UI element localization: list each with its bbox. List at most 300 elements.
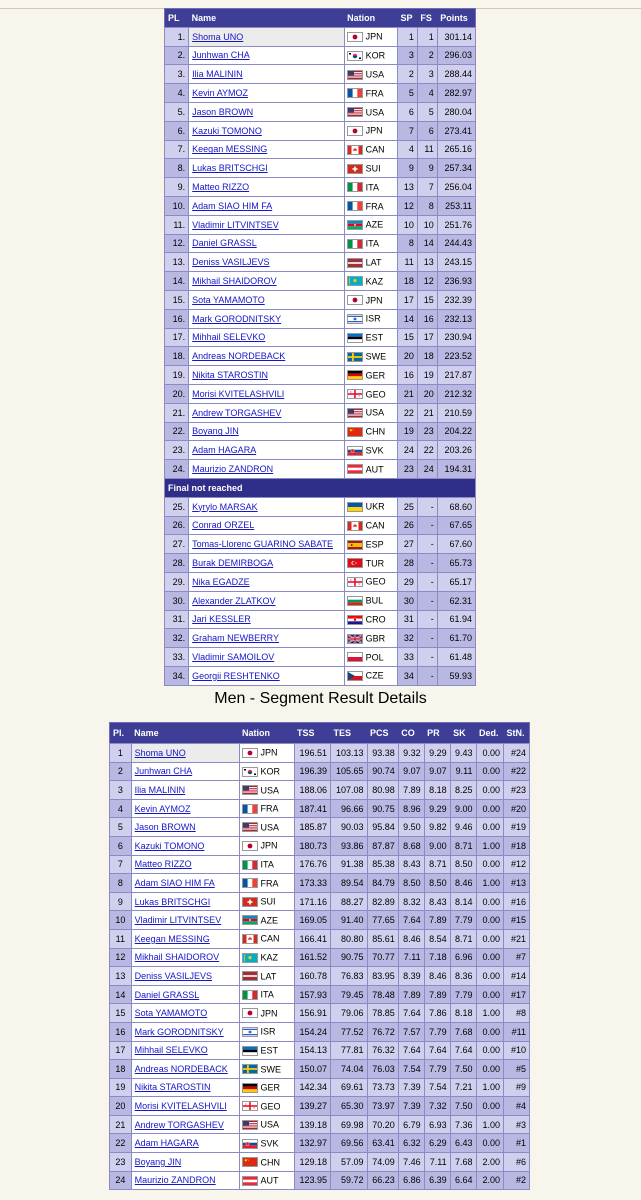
nation-cell (239, 762, 294, 781)
skater-link[interactable]: Vladimir SAMOILOV (192, 651, 275, 662)
table-row (165, 27, 476, 46)
co-cell: 8.32 (398, 892, 424, 911)
skater-name-cell (131, 855, 239, 874)
skater-link[interactable]: Nikita STAROSTIN (192, 370, 269, 381)
place-cell: 31. (165, 610, 189, 629)
fs-cell: 18 (417, 347, 437, 366)
fs-cell: 13 (417, 253, 437, 272)
skater-link[interactable]: Maurizio ZANDRON (134, 1175, 216, 1186)
tss-cell: 156.91 (294, 1004, 331, 1023)
pcs-cell: 85.38 (367, 855, 398, 874)
skater-link[interactable]: Mihhail SELEVKO (134, 1045, 208, 1056)
sp-cell: 17 (398, 290, 418, 309)
place-cell: 1 (110, 744, 132, 763)
skater-name-cell (131, 799, 239, 818)
skater-link[interactable]: Boyang JIN (134, 1156, 182, 1167)
nation-code: FRA (365, 201, 384, 212)
skater-link[interactable]: Daniel GRASSL (192, 238, 257, 249)
skater-name-cell (189, 328, 344, 347)
skater-link[interactable]: Adam SIAO HIM FA (134, 877, 215, 888)
start-number-cell: #21 (504, 929, 530, 948)
skater-link[interactable]: Kyrylo MARSAK (192, 501, 258, 512)
sk-cell: 6.64 (450, 1171, 476, 1190)
skater-name-cell (189, 102, 344, 121)
deduction-cell: 0.00 (476, 1022, 503, 1041)
skater-link[interactable]: Andrew TORGASHEV (134, 1119, 224, 1130)
header-co: CO (398, 723, 424, 744)
header-nation: Nation (344, 9, 397, 28)
place-cell: 16. (165, 309, 189, 328)
place-cell: 6. (165, 121, 189, 140)
sp-cell: 23 (398, 460, 418, 479)
skater-link[interactable]: Andreas NORDEBACK (192, 351, 286, 362)
pcs-cell: 90.74 (367, 762, 398, 781)
header-pl: Pl. (110, 723, 132, 744)
start-number-cell: #19 (504, 818, 530, 837)
flag-can-icon (347, 145, 363, 155)
nation-code: JPN (260, 1008, 278, 1019)
pcs-cell: 73.73 (367, 1078, 398, 1097)
sp-cell: 5 (398, 84, 418, 103)
fs-cell: 6 (417, 121, 437, 140)
skater-link[interactable]: Nikita STAROSTIN (134, 1082, 211, 1093)
nation-code: CRO (365, 614, 386, 625)
points-cell: 67.60 (437, 535, 475, 554)
flag-jpn-icon (347, 32, 363, 42)
skater-name-cell (189, 666, 344, 685)
co-cell: 7.39 (398, 1097, 424, 1116)
place-cell: 28. (165, 554, 189, 573)
nation-code: CAN (365, 144, 385, 155)
co-cell: 8.68 (398, 836, 424, 855)
place-cell: 21. (165, 403, 189, 422)
nation-cell (344, 121, 397, 140)
co-cell: 9.50 (398, 818, 424, 837)
skater-link[interactable]: Mihhail SELEVKO (192, 332, 266, 343)
nation-code: USA (260, 1119, 280, 1130)
start-number-cell: #8 (504, 1004, 530, 1023)
skater-link[interactable]: Junhwan CHA (134, 766, 193, 777)
flag-chn-icon (242, 1157, 258, 1167)
co-cell: 9.32 (398, 744, 424, 763)
place-cell: 4 (110, 799, 132, 818)
skater-link[interactable]: Boyang JIN (192, 426, 239, 437)
deduction-cell: 0.00 (476, 892, 503, 911)
nation-code: TUR (365, 558, 385, 569)
points-cell: 282.97 (437, 84, 475, 103)
start-number-cell: #7 (504, 948, 530, 967)
points-cell: 194.31 (437, 460, 475, 479)
skater-link[interactable]: Junhwan CHA (192, 50, 250, 61)
sp-cell: 26 (398, 516, 418, 535)
pcs-cell: 76.72 (367, 1022, 398, 1041)
points-cell: 212.32 (437, 384, 475, 403)
skater-name-cell (189, 215, 344, 234)
sk-cell: 7.68 (450, 1022, 476, 1041)
skater-link[interactable]: Maurizio ZANDRON (192, 464, 274, 475)
sk-cell: 8.18 (450, 1004, 476, 1023)
start-number-cell: #5 (504, 1060, 530, 1079)
skater-name-cell (131, 1134, 239, 1153)
skater-name-cell (189, 347, 344, 366)
fs-cell: 3 (417, 65, 437, 84)
skater-link[interactable]: Adam HAGARA (192, 445, 257, 456)
sp-cell: 24 (398, 441, 418, 460)
nation-code: ITA (365, 182, 379, 193)
sk-cell: 7.64 (450, 1041, 476, 1060)
table-row (165, 347, 476, 366)
skater-name-cell (189, 196, 344, 215)
pcs-cell: 70.77 (367, 948, 398, 967)
skater-link[interactable]: Adam HAGARA (134, 1138, 199, 1149)
skater-name-cell (131, 892, 239, 911)
sp-cell: 3 (398, 46, 418, 65)
flag-ita-icon (347, 182, 363, 192)
tes-cell: 74.04 (331, 1060, 368, 1079)
skater-link[interactable]: Graham NEWBERRY (192, 633, 280, 644)
sp-cell: 21 (398, 384, 418, 403)
skater-link[interactable]: Kazuki TOMONO (192, 125, 262, 136)
nation-code: POL (365, 652, 384, 663)
table-row (110, 818, 530, 837)
pcs-cell: 63.41 (367, 1134, 398, 1153)
nation-code: SVK (260, 1138, 279, 1149)
flag-usa-icon (347, 70, 363, 80)
skater-link[interactable]: Mikhail SHAIDOROV (134, 952, 220, 963)
skater-link[interactable]: Daniel GRASSL (134, 989, 200, 1000)
sk-cell: 9.46 (450, 818, 476, 837)
points-cell: 253.11 (437, 196, 475, 215)
flag-fra-icon (242, 878, 258, 888)
nation-cell (344, 328, 397, 347)
flag-aut-icon (347, 464, 363, 474)
fs-cell: 24 (417, 460, 437, 479)
deduction-cell: 0.00 (476, 985, 503, 1004)
co-cell: 8.43 (398, 855, 424, 874)
skater-link[interactable]: Kevin AYMOZ (192, 88, 249, 99)
flag-esp-icon (347, 540, 363, 550)
skater-link[interactable]: Morisi KVITELASHVILI (134, 1101, 227, 1112)
skater-link[interactable]: Jari KESSLER (192, 614, 251, 625)
skater-link[interactable]: Kazuki TOMONO (134, 840, 205, 851)
skater-link[interactable]: Ilia MALININ (192, 69, 243, 80)
nation-code: ESP (365, 539, 384, 550)
skater-name-cell (189, 234, 344, 253)
points-cell: 61.48 (437, 648, 475, 667)
flag-gbr-icon (347, 634, 363, 644)
pr-cell: 7.86 (424, 1004, 450, 1023)
pr-cell: 7.79 (424, 1022, 450, 1041)
nation-cell (344, 140, 397, 159)
tss-cell: 196.51 (294, 744, 331, 763)
sk-cell: 7.21 (450, 1078, 476, 1097)
pcs-cell: 76.32 (367, 1041, 398, 1060)
skater-link[interactable]: Keegan MESSING (192, 144, 268, 155)
flag-svk-icon (347, 446, 363, 456)
pcs-cell: 78.85 (367, 1004, 398, 1023)
skater-link[interactable]: Vladimir LITVINTSEV (192, 219, 279, 230)
place-cell: 12 (110, 948, 132, 967)
co-cell: 7.46 (398, 1153, 424, 1172)
sp-cell: 10 (398, 215, 418, 234)
pr-cell: 7.18 (424, 948, 450, 967)
table-row (110, 1134, 530, 1153)
table-row (165, 460, 476, 479)
tes-cell: 90.75 (331, 948, 368, 967)
skater-link[interactable]: Lukas BRITSCHGI (192, 163, 268, 174)
points-cell: 251.76 (437, 215, 475, 234)
start-number-cell: #18 (504, 836, 530, 855)
place-cell: 3 (110, 781, 132, 800)
points-cell: 256.04 (437, 178, 475, 197)
header-tes: TES (331, 723, 368, 744)
nation-code: GEO (365, 389, 386, 400)
sk-cell: 7.36 (450, 1115, 476, 1134)
skater-name-cell (131, 744, 239, 763)
skater-name-cell (189, 65, 344, 84)
points-cell: 217.87 (437, 366, 475, 385)
skater-link[interactable]: Shoma UNO (192, 31, 244, 42)
nation-cell (344, 610, 397, 629)
pcs-cell: 74.09 (367, 1153, 398, 1172)
skater-link[interactable]: Deniss VASILJEVS (134, 970, 213, 981)
nation-code: AZE (260, 915, 279, 926)
start-number-cell: #13 (504, 874, 530, 893)
nation-cell (344, 309, 397, 328)
sk-cell: 8.71 (450, 929, 476, 948)
nation-code: ITA (260, 859, 274, 870)
flag-geo-icon (242, 1101, 258, 1111)
skater-name-cell (189, 140, 344, 159)
flag-cro-icon (347, 615, 363, 625)
points-cell: 301.14 (437, 27, 475, 46)
sp-cell: 19 (398, 422, 418, 441)
skater-link[interactable]: Andreas NORDEBACK (134, 1063, 228, 1074)
table-row (110, 799, 530, 818)
flag-pol-icon (347, 652, 363, 662)
skater-link[interactable]: Matteo RIZZO (192, 182, 250, 193)
skater-link[interactable]: Burak DEMIRBOGA (192, 558, 274, 568)
nation-cell (239, 967, 294, 986)
skater-link[interactable]: Tomas-Llorenc GUARINO SABATE (192, 539, 334, 550)
deduction-cell: 0.00 (476, 1060, 503, 1079)
nation-code: CHN (365, 426, 386, 437)
flag-kor-icon (347, 51, 363, 61)
sp-cell: 25 (398, 497, 418, 516)
segment-results-table (109, 722, 530, 1190)
fs-cell: 12 (417, 272, 437, 291)
sp-cell: 12 (398, 196, 418, 215)
pr-cell: 9.29 (424, 799, 450, 818)
skater-link[interactable]: Georgii RESHTENKO (192, 670, 280, 681)
header-ded: Ded. (476, 723, 503, 744)
flag-kaz-icon (347, 276, 363, 286)
skater-link[interactable]: Ilia MALININ (134, 784, 186, 795)
place-cell: 3. (165, 65, 189, 84)
deduction-cell: 1.00 (476, 836, 503, 855)
fs-cell: 5 (417, 102, 437, 121)
skater-name-cell (189, 403, 344, 422)
nation-cell (344, 102, 397, 121)
tss-cell: 187.41 (294, 799, 331, 818)
nation-cell (344, 441, 397, 460)
place-cell: 17 (110, 1041, 132, 1060)
place-cell: 12. (165, 234, 189, 253)
pcs-cell: 70.20 (367, 1115, 398, 1134)
sp-cell: 7 (398, 121, 418, 140)
co-cell: 8.96 (398, 799, 424, 818)
pcs-cell: 87.87 (367, 836, 398, 855)
nation-cell (344, 196, 397, 215)
table-row (165, 629, 476, 648)
deduction-cell: 0.00 (476, 911, 503, 930)
nation-code: GBR (365, 633, 386, 644)
nation-cell (344, 215, 397, 234)
skater-link[interactable]: Sota YAMAMOTO (192, 294, 265, 305)
skater-link[interactable]: Deniss VASILJEVS (192, 257, 270, 268)
fs-cell: 22 (417, 441, 437, 460)
nation-cell (344, 648, 397, 667)
nation-code: AZE (365, 219, 384, 230)
place-cell: 8 (110, 874, 132, 893)
table-row (165, 384, 476, 403)
skater-link[interactable]: Jason BROWN (134, 822, 196, 833)
nation-cell (344, 535, 397, 554)
nation-cell (344, 460, 397, 479)
pr-cell: 8.50 (424, 874, 450, 893)
skater-link[interactable]: Matteo RIZZO (134, 859, 192, 870)
points-cell: 257.34 (437, 159, 475, 178)
flag-isr-icon (242, 1027, 258, 1037)
skater-link[interactable]: Conrad ORZEL (192, 520, 255, 531)
start-number-cell: #11 (504, 1022, 530, 1041)
pr-cell: 6.29 (424, 1134, 450, 1153)
skater-name-cell (131, 1078, 239, 1097)
tss-cell: 157.93 (294, 985, 331, 1004)
header-tss: TSS (294, 723, 331, 744)
nation-code: ITA (365, 238, 379, 249)
skater-link[interactable]: Vladimir LITVINTSEV (134, 915, 222, 926)
skater-name-cell (131, 836, 239, 855)
sp-cell: 33 (398, 648, 418, 667)
skater-name-cell (189, 159, 344, 178)
nation-code: JPN (365, 32, 383, 42)
points-cell: 210.59 (437, 403, 475, 422)
flag-kaz-icon (242, 953, 258, 963)
tss-cell: 154.13 (294, 1041, 331, 1060)
nation-cell (239, 744, 294, 763)
sk-cell: 8.36 (450, 967, 476, 986)
skater-name-cell (189, 178, 344, 197)
deduction-cell: 1.00 (476, 1004, 503, 1023)
flag-jpn-icon (347, 126, 363, 136)
co-cell: 7.39 (398, 1078, 424, 1097)
skater-name-cell (131, 1171, 239, 1190)
nation-cell (239, 1097, 294, 1116)
co-cell: 7.57 (398, 1022, 424, 1041)
skater-link[interactable]: Mikhail SHAIDOROV (192, 276, 277, 287)
table-row (165, 535, 476, 554)
flag-kor-icon (242, 767, 258, 777)
skater-name-cell (189, 290, 344, 309)
flag-ukr-icon (347, 502, 363, 512)
nation-cell (239, 1115, 294, 1134)
points-cell: 232.13 (437, 309, 475, 328)
start-number-cell: #16 (504, 892, 530, 911)
start-number-cell: #1 (504, 1134, 530, 1153)
sp-cell: 14 (398, 309, 418, 328)
nation-cell (344, 554, 397, 573)
table-row (110, 1078, 530, 1097)
place-cell: 22 (110, 1134, 132, 1153)
flag-sui-icon (242, 897, 258, 907)
skater-link[interactable]: Alexander ZLATKOV (192, 595, 276, 606)
nation-code: KAZ (260, 952, 279, 963)
start-number-cell: #3 (504, 1115, 530, 1134)
skater-name-cell (131, 781, 239, 800)
skater-link[interactable]: Morisi KVITELASHVILI (192, 388, 285, 399)
flag-aut-icon (242, 1176, 258, 1186)
pcs-cell: 77.65 (367, 911, 398, 930)
deduction-cell: 0.00 (476, 1041, 503, 1060)
skater-link[interactable]: Sota YAMAMOTO (134, 1008, 208, 1019)
table-row (110, 744, 530, 763)
skater-link[interactable]: Kevin AYMOZ (134, 803, 191, 814)
pr-cell: 7.11 (424, 1153, 450, 1172)
pcs-cell: 84.79 (367, 874, 398, 893)
place-cell: 32. (165, 629, 189, 648)
skater-link[interactable]: Andrew TORGASHEV (192, 407, 282, 418)
points-cell: 223.52 (437, 347, 475, 366)
skater-name-cell (189, 516, 344, 535)
sp-cell: 30 (398, 591, 418, 610)
skater-link[interactable]: Lukas BRITSCHGI (134, 896, 211, 907)
table-row (165, 46, 476, 65)
flag-usa-icon (347, 107, 363, 117)
table-row (110, 1041, 530, 1060)
points-cell: 203.26 (437, 441, 475, 460)
nation-cell (344, 366, 397, 385)
nation-cell (344, 159, 397, 178)
place-cell: 27. (165, 535, 189, 554)
place-cell: 5 (110, 818, 132, 837)
table-row (165, 159, 476, 178)
skater-link[interactable]: Adam SIAO HIM FA (192, 200, 273, 211)
skater-link[interactable]: Nika EGADZE (192, 576, 250, 587)
skater-name-cell (189, 591, 344, 610)
flag-can-icon (347, 521, 363, 531)
nation-code: FRA (260, 803, 279, 814)
skater-link[interactable]: Shoma UNO (134, 747, 186, 758)
deduction-cell: 0.00 (476, 1097, 503, 1116)
skater-link[interactable]: Jason BROWN (192, 106, 254, 117)
co-cell: 7.89 (398, 781, 424, 800)
nation-cell (344, 290, 397, 309)
skater-link[interactable]: Mark GORODNITSKY (192, 313, 282, 324)
place-cell: 33. (165, 648, 189, 667)
table-row (165, 140, 476, 159)
sk-cell: 9.11 (450, 762, 476, 781)
flag-usa-icon (242, 822, 258, 832)
deduction-cell: 2.00 (476, 1153, 503, 1172)
table-row (165, 497, 476, 516)
sk-cell: 8.71 (450, 836, 476, 855)
skater-link[interactable]: Mark GORODNITSKY (134, 1026, 224, 1037)
place-cell: 18. (165, 347, 189, 366)
table-row (165, 648, 476, 667)
skater-link[interactable]: Keegan MESSING (134, 933, 210, 944)
nation-code: GER (260, 1082, 281, 1093)
